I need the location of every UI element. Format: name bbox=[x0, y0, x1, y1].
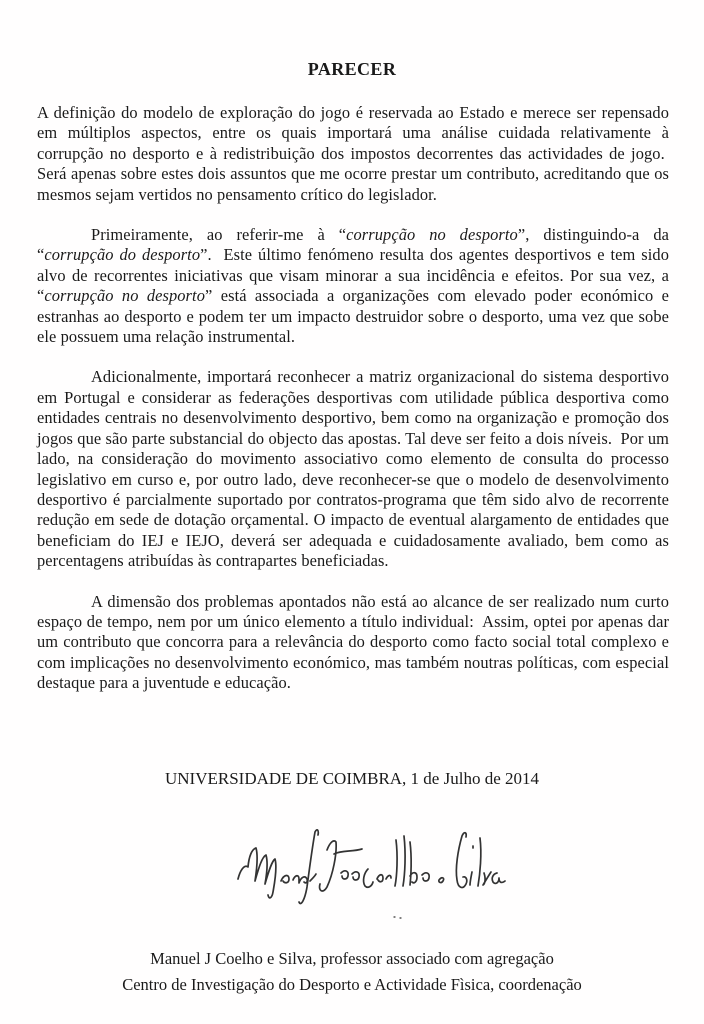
document-body bbox=[37, 103, 669, 694]
page-title: PARECER bbox=[307, 59, 397, 79]
text-segment: A definição do modelo de exploração do jogo é reservada ao Estado e merece ser repensado em múltiplos aspectos, entre os quais importará uma análise cuidada relativamente à corrupção no desporto e à redistribuição dos impostos decorrentes das actividades de jogo. Será apenas sobre estes dois assuntos que me ocorre prestar um contributo, acreditando que os mesmos sejam vertidos no pensamento crítico do legislador. bbox=[37, 103, 669, 204]
signature-block bbox=[234, 827, 519, 923]
italic-text-segment: corrupção no desporto bbox=[346, 225, 518, 245]
text-segment: ”, distinguindo-a da “ bbox=[37, 225, 669, 265]
footer-institution-line: Centro de Investigação do Desporto e Actividade Fìsica, coordenação bbox=[122, 975, 582, 994]
body-paragraph bbox=[37, 225, 669, 347]
text-segment: Primeiramente, ao referir-me à “ bbox=[91, 225, 347, 245]
text-segment: ” está associada a organizações com elevado poder económico e estranhas ao desporto e podem ter um impacto destruidor sobre o desporto, uma vez que sobe ele possuem uma relação instrumental. bbox=[37, 286, 670, 347]
signature-image bbox=[234, 827, 516, 922]
footer bbox=[0, 946, 704, 998]
body-paragraph bbox=[37, 367, 669, 571]
italic-text-segment: corrupção do desporto bbox=[44, 245, 201, 265]
text-segment: ”. Este último fenómeno resulta dos agentes desportivos e tem sido alvo de recorrentes iniciativas que visam minorar a sua incidência e efeitos. Por sua vez, a “ bbox=[37, 245, 669, 306]
text-segment: Adicionalmente, importará reconhecer a matriz organizacional do sistema desportivo em Portugal e considerar as federações desportivas com utilidade pública desportiva como entidades centrais no desenvolvimento desportivo, bem como na organização e promoção dos jogos que são parte substancial do objecto das apostas. Tal deve ser feito a dois níveis. Por um lado, na consideração do movimento associativo como elemento de consulta do processo legislativo em curso e, por outro lado, deve reconhecer-se que o modelo de desenvolvimento desportivo é parcialmente suportado por contratos-programa que têm sido alvo de recorrente redução em sede de dotação orçamental. O impacto de eventual alargamento de entidades que beneficiam do IEJ e IEJO, deverá ser adequada e cuidadosamente avaliado, bem como as percentagens atribuídas às contrapartes beneficiadas. bbox=[37, 367, 669, 571]
footer-author-line: Manuel J Coelho e Silva, professor associado com agregação bbox=[150, 949, 554, 968]
dateline: UNIVERSIDADE DE COIMBRA, 1 de Julho de 2014 bbox=[165, 769, 539, 788]
body-paragraph bbox=[37, 592, 669, 694]
italic-text-segment: corrupção no desporto bbox=[44, 286, 205, 306]
text-segment: A dimensão dos problemas apontados não está ao alcance de ser realizado num curto espaço de tempo, nem por um único elemento a título individual: Assim, optei por apenas dar um contributo que concorra para a relevância do desporto como facto social total complexo e com implicações no desenvolvimento económico, mas também noutras políticas, com especial destaque para a juventude e educação. bbox=[37, 591, 669, 693]
body-paragraph bbox=[37, 103, 669, 205]
